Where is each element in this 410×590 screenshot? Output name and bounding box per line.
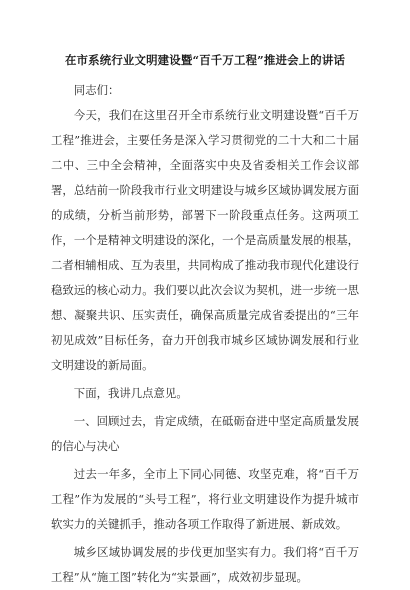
paragraph-coordination: 城乡区域协调发展的步伐更加坚实有力。我们将“百千万工程”从“施工图”转化为“实景画”，成效初步显现。 xyxy=(51,545,359,584)
document-title: 在市系统行业文明建设暨“百千万工程”推进会上的讲话 xyxy=(64,53,346,67)
paragraph-transition: 下面，我讲几点意见。 xyxy=(73,386,188,400)
salutation: 同志们： xyxy=(73,83,120,97)
paragraph-opening: 今天，我们在这里召开全市系统行业文明建设暨“百千万工程”推进会，主要任务是深入学习贯彻党的二十大和二十届二中、三中全会精神，全面落实中央及省委相关工作会议部署，总结前一阶段我市行业文明建设与城乡区域协调发展方面的成绩，分析当前形势，部署下一阶段重点任务。这两项工作，一个是精神文明建设的深化，一个是高质量发展的根基，二者相辅相成、互为表里，共同构成了推动我市现代化建设行稳致远的核心动力。我们要以此次会议为契机，进一步统一思想、凝聚共识、压实责任，确保高质量完成省委提出的“三年初见成效”目标任务，奋力开创我市城乡区域协调发展和行业文明建设的新局面。 xyxy=(51,108,359,372)
paragraph-review: 过去一年多，全市上下同心同德、攻坚克难，将“百千万工程”作为发展的“头号工程”，将行业文明建设作为提升城市软实力的关键抓手，推动各项工作取得了新进展、新成效。 xyxy=(51,467,359,531)
section-heading-1: 一、回顾过去，肯定成绩，在砥砺奋进中坚定高质量发展的信心与决心 xyxy=(51,414,359,453)
